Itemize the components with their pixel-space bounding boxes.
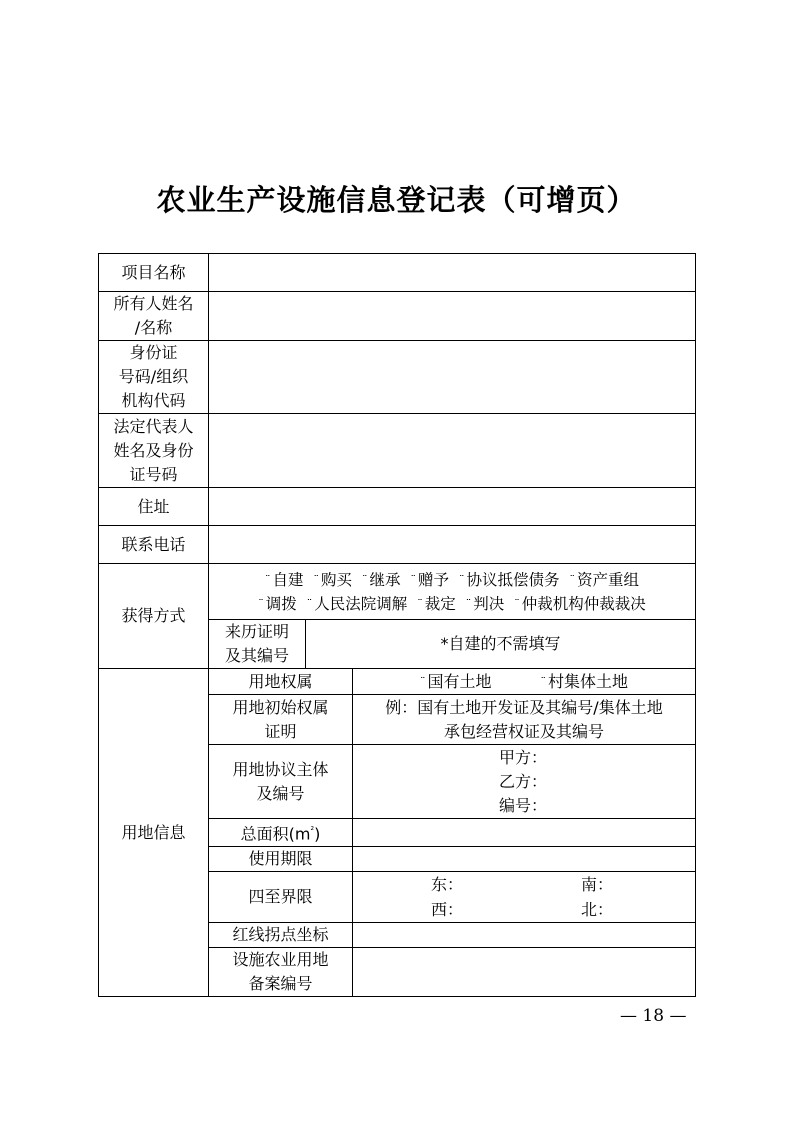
id-number-label: 身份证 号码/组织 机构代码 bbox=[99, 341, 209, 414]
acquisition-option-label: 赠予 bbox=[418, 570, 450, 589]
address-field[interactable] bbox=[209, 488, 696, 526]
proof-label: 来历证明 及其编号 bbox=[209, 620, 306, 669]
north-label: 北： bbox=[580, 900, 613, 920]
initial-proof-example: 例：国有土地开发证及其编号/集体土地 承包经营权证及其编号 bbox=[353, 695, 696, 745]
record-number-field[interactable] bbox=[353, 948, 696, 997]
acquisition-options-line1 bbox=[213, 568, 691, 592]
proof-note: *自建的不需填写 bbox=[306, 620, 696, 669]
checkbox-icon: ¨ bbox=[419, 674, 426, 688]
acquisition-option-label: 自建 bbox=[272, 570, 304, 589]
agreement-label: 用地协议主体 及编号 bbox=[209, 745, 353, 819]
acquisition-option-label: 人民法院调解 bbox=[314, 594, 408, 613]
agreement-number-label: 编号： bbox=[498, 795, 547, 815]
acquisition-option[interactable] bbox=[459, 568, 560, 592]
acquisition-option[interactable] bbox=[265, 568, 304, 592]
address-label: 住址 bbox=[99, 488, 209, 526]
redline-field[interactable] bbox=[353, 923, 696, 948]
acquisition-option-label: 判决 bbox=[473, 594, 505, 613]
agreement-fields[interactable] bbox=[353, 745, 696, 819]
project-name-field[interactable] bbox=[209, 254, 696, 292]
boundary-fields[interactable] bbox=[353, 872, 696, 923]
legal-rep-label: 法定代表人 姓名及身份 证号码 bbox=[99, 414, 209, 488]
legal-rep-field[interactable] bbox=[209, 414, 696, 488]
west-label: 西： bbox=[431, 900, 464, 920]
south-label: 南： bbox=[580, 875, 613, 895]
acquisition-option[interactable] bbox=[411, 568, 450, 592]
acquisition-options bbox=[209, 564, 696, 620]
acquisition-option[interactable] bbox=[417, 592, 456, 616]
phone-label: 联系电话 bbox=[99, 526, 209, 564]
acquisition-option[interactable] bbox=[258, 592, 297, 616]
total-area-field[interactable] bbox=[353, 819, 696, 847]
checkbox-icon: ¨ bbox=[569, 572, 576, 586]
east-label: 东： bbox=[431, 875, 464, 895]
checkbox-icon: ¨ bbox=[264, 572, 271, 586]
page-number: — 18 — bbox=[620, 1006, 687, 1026]
acquisition-option-label: 协议抵偿债务 bbox=[466, 570, 560, 589]
checkbox-icon: ¨ bbox=[313, 572, 319, 586]
acquisition-option[interactable] bbox=[514, 592, 646, 616]
acquisition-option-label: 继承 bbox=[369, 570, 401, 589]
acquisition-option[interactable] bbox=[313, 568, 352, 592]
acquisition-option[interactable] bbox=[466, 592, 505, 616]
checkbox-icon: ¨ bbox=[459, 572, 465, 586]
term-field[interactable] bbox=[353, 847, 696, 872]
checkbox-icon: ¨ bbox=[465, 596, 472, 610]
acquisition-option[interactable] bbox=[362, 568, 401, 592]
checkbox-icon: ¨ bbox=[258, 596, 264, 610]
checkbox-icon: ¨ bbox=[306, 596, 313, 610]
party-b-label: 乙方： bbox=[498, 771, 547, 791]
acquisition-option-label: 资产重组 bbox=[577, 570, 640, 589]
redline-label: 红线拐点坐标 bbox=[209, 923, 353, 948]
checkbox-icon: ¨ bbox=[540, 674, 547, 688]
acquisition-option-label: 购买 bbox=[320, 570, 352, 589]
boundary-label: 四至界限 bbox=[209, 872, 353, 923]
acquisition-option-label: 裁定 bbox=[424, 594, 456, 613]
owner-name-label: 所有人姓名 /名称 bbox=[99, 292, 209, 341]
checkbox-icon: ¨ bbox=[361, 572, 368, 586]
registration-form bbox=[98, 253, 696, 997]
land-option-state[interactable]: ¨ 国有土地 bbox=[419, 671, 492, 691]
record-number-label: 设施农业用地 备案编号 bbox=[209, 948, 353, 997]
page-title: 农业生产设施信息登记表（可增页） bbox=[156, 183, 637, 217]
acquisition-option[interactable] bbox=[307, 592, 408, 616]
acquisition-option[interactable] bbox=[570, 568, 640, 592]
checkbox-icon: ¨ bbox=[410, 572, 416, 586]
acquisition-options-line2 bbox=[213, 592, 691, 616]
total-area-label: 总面积$(m^{^2})$ bbox=[209, 819, 353, 847]
land-info-label: 用地信息 bbox=[99, 669, 209, 997]
id-number-field[interactable] bbox=[209, 341, 696, 414]
acquisition-label: 获得方式 bbox=[99, 564, 209, 669]
phone-field[interactable] bbox=[209, 526, 696, 564]
acquisition-option-label: 调拨 bbox=[265, 594, 297, 613]
checkbox-icon: ¨ bbox=[514, 596, 520, 610]
land-ownership-label: 用地权属 bbox=[209, 669, 353, 695]
project-name-label: 项目名称 bbox=[99, 254, 209, 292]
acquisition-option-label: 仲裁机构仲裁裁决 bbox=[521, 594, 646, 613]
land-option-collective[interactable]: ¨ 村集体土地 bbox=[540, 671, 629, 691]
checkbox-icon: ¨ bbox=[417, 596, 423, 610]
initial-proof-label: 用地初始权属 证明 bbox=[209, 695, 353, 745]
land-ownership-options bbox=[353, 669, 696, 695]
party-a-label: 甲方： bbox=[498, 747, 547, 767]
owner-name-field[interactable] bbox=[209, 292, 696, 341]
term-label: 使用期限 bbox=[209, 847, 353, 872]
